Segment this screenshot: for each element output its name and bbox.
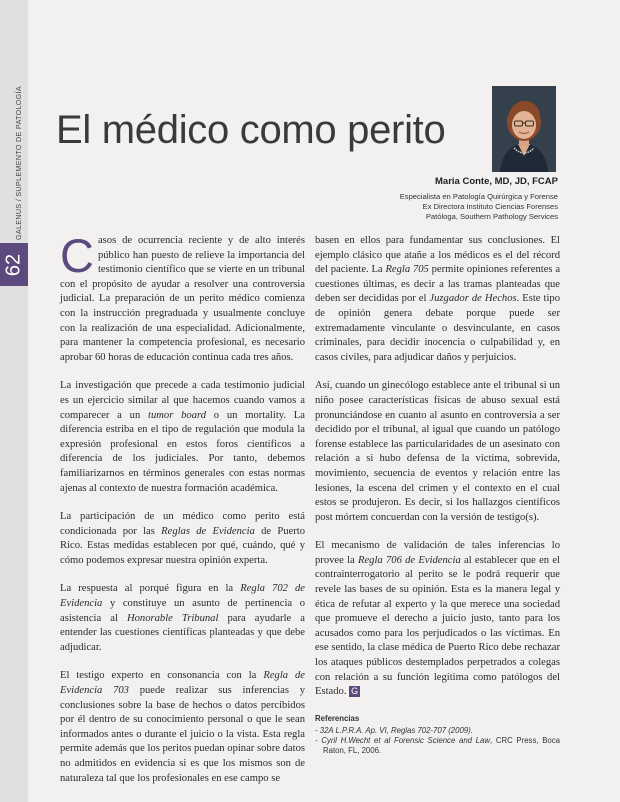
author-credential: Patóloga, Southern Pathology Services	[425, 212, 558, 221]
emphasis: Regla 705	[385, 264, 429, 276]
emphasis: tumor board	[148, 409, 207, 421]
paragraph: El mecanismo de validación de tales inferencias lo provee la Regla 706 de Evidencia al establecer que en el contrainterrogatorio al perito se le podrá requerir que revele las bases de su opinión. Esta es la manera legal y ética de refutar al experto y la que merece una sociedad que promueve el derecho a juicio justo, tanto para los acusados como para los perjudicados o las víctimas. En ese sentido, la clase médica de Puerto Rico debe rechazar los ataques públicos destemplados perpetrados a colegas con relación a su función legítima como patólogos del Estado. G	[315, 540, 560, 698]
paragraph: La respuesta al porqué figura en la Regla 702 de Evidencia y constituye un asunto de pertinencia o asistencia al Honorable Tribunal para ayudarle a entender las cuestiones científicas planteadas y que debe adjudicar.	[60, 583, 305, 653]
paragraph: La participación de un médico como perito está condicionada por las Reglas de Evidencia de Puerto Rico. Estas medidas establecen por qué, cuándo, qué y cómo podemos expresar nuestra opinión experta.	[60, 511, 306, 566]
author-block	[400, 176, 558, 222]
article-column-right	[315, 234, 560, 756]
paragraph: Así, cuando un ginecólogo establece ante el tribunal si un niño posee características físicas de abuso sexual está pronunciándose en cuanto al asunto en controversia a ser decidido por el tribunal, al igual que cuando un patólogo forense establece las particularidades de un asesinato con relación a si hubo defensa de la víctima, sobrevida, movimiento, secuencia de eventos y relación entre las lesiones, la escena del crimen y el contexto en el cual estos se produjeron. Es decir, si los hallazgos científicos post mórtem concuerdan con la versión de testigo(s).	[315, 380, 560, 523]
emphasis: Regla de Evidencia 703	[60, 670, 305, 697]
emphasis: Honorable Tribunal	[126, 612, 219, 624]
article-column-left	[60, 229, 306, 800]
author-credential: Ex Directora Instituto Ciencias Forenses	[422, 202, 558, 211]
references	[315, 714, 560, 756]
reference-item: - Cyril H.Wecht et al Forensic Science and Law, CRC Press, Boca Raton, FL, 2006.	[315, 735, 560, 755]
page-number-badge	[0, 243, 28, 286]
sidebar-strip	[0, 0, 28, 802]
emphasis: Regla 706 de Evidencia	[358, 554, 461, 566]
author-portrait-image	[492, 86, 556, 172]
article-title: El médico como perito	[56, 108, 446, 152]
paragraph: La investigación que precede a cada testimonio judicial es un ejercicio similar al que hacemos cuando vamos a comparecer a un tumor board o un mortality. La diferencia estriba en el tipo de regulación que modula la expresión profesional en estos foros científicos a diferencia de los judiciales. Por tanto, debemos familiarizarnos en términos generales con estas normas ajenas al contexto de nuestra formación académica.	[60, 380, 305, 494]
emphasis: Juzgador de Hechos	[429, 293, 517, 305]
paragraph: basen en ellos para fundamentar sus conclusiones. El ejemplo clásico que atañe a los médicos es el del récord del paciente. La Regla 705 permite opiniones referentes a cuestiones últimas, es decir a las tramas planteadas que deben ser decididas por el Juzgador de Hechos. Este tipo de opinión genera debate porque puede ser extremadamente vinculante o desvinculante, en casos criminales, para decidir inocencia o culpabilidad y, en casos civiles, para adjudicar daños y perjuicios.	[315, 235, 561, 363]
author-credential: Especialista en Patología Quirúrgica y Forense	[399, 192, 558, 201]
end-of-article-mark: G	[351, 686, 359, 697]
drop-cap: C	[60, 229, 94, 282]
reference-item: - 32A L.P.R.A. Ap. VI, Reglas 702-707 (2009).	[315, 725, 473, 735]
paragraph: Casos de ocurrencia reciente y de alto interés público han puesto de relieve la importancia del testimonio científico que se vierte en un tribunal con el propósito de ayudar a resolver una controversia judicial. La preparación de un perito médico comienza con la instrucción pregraduada y usualmente concluye con la realización de una especialidad. Adicionalmente, para mantener la competencia profesional, es necesario aprobar 60 horas de educación continua cada tres años.	[60, 229, 305, 363]
section-label: GALENUS / SUPLEMENTO DE PATOLOGÍA	[14, 86, 23, 240]
emphasis: Reglas de Evidencia	[161, 525, 255, 537]
author-photo	[492, 86, 556, 172]
page-number: 62	[2, 253, 25, 276]
references-title: Referencias	[315, 713, 360, 723]
emphasis: Regla 702 de Evidencia	[60, 583, 305, 610]
paragraph: El testigo experto en consonancia con la Regla de Evidencia 703 puede realizar sus inferencias y conclusiones sobre la base de hechos o datos percibidos por él dentro de su conocimiento personal o que le sean informados antes o durante el juicio o la vista. Esta regla permite además que los peritos puedan opinar sobre datos no admitidos en evidencia si es que los mismos son de naturaleza tal que los profesionales en ese campo se	[60, 670, 305, 784]
author-name: Maria Conte, MD, JD, FCAP	[435, 176, 558, 187]
